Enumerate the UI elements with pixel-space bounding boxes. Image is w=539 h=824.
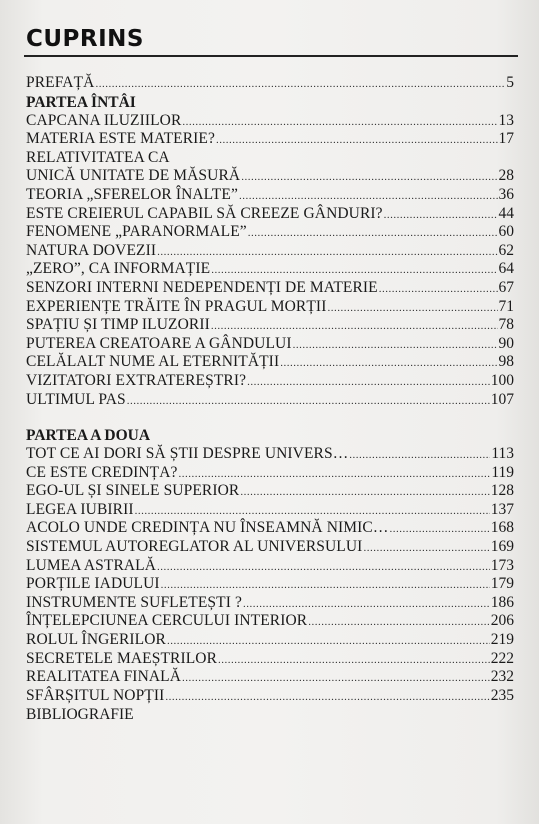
dot-leader <box>379 280 498 299</box>
toc-entry[interactable] <box>26 650 514 669</box>
toc-entry[interactable] <box>26 223 514 242</box>
dot-leader <box>280 354 497 373</box>
toc-entry[interactable] <box>26 482 514 501</box>
toc-entry[interactable] <box>26 519 514 538</box>
table-of-contents <box>26 74 514 724</box>
toc-entry[interactable] <box>26 668 514 687</box>
toc-entry-title: MATERIA ESTE MATERIE? <box>26 130 215 148</box>
dot-leader <box>182 669 490 688</box>
toc-entry-page: 168 <box>490 519 514 537</box>
toc-entry-page: 64 <box>498 260 514 278</box>
toc-entry-title: PUTEREA CREATOARE A GÂNDULUI <box>26 334 292 352</box>
toc-entry[interactable] <box>26 501 514 520</box>
part-2-entries <box>26 445 514 705</box>
dot-leader <box>167 632 490 651</box>
toc-entry-title: LUMEA ASTRALĂ <box>26 556 157 574</box>
toc-entry-page: 113 <box>491 445 514 463</box>
dot-leader <box>135 502 490 521</box>
dot-leader <box>161 576 490 595</box>
toc-entry-page: 100 <box>490 371 514 389</box>
toc-entry-page: 235 <box>490 686 514 704</box>
toc-entry-title: FENOMENE „PARANORMALE” <box>26 223 247 241</box>
toc-entry-title: UNICĂ UNITATE DE MĂSURĂ <box>26 167 241 185</box>
toc-entry-title: ÎNȚELEPCIUNEA CERCULUI INTERIOR <box>26 612 308 630</box>
section-spacer <box>26 409 514 426</box>
toc-entry[interactable] <box>26 612 514 631</box>
toc-entry-title: EXPERIENȚE TRĂITE ÎN PRAGUL MORȚII <box>26 297 327 315</box>
dot-leader <box>384 206 498 225</box>
toc-entry-page: 78 <box>498 316 514 334</box>
toc-entry-title: ROLUL ÎNGERILOR <box>26 631 166 649</box>
toc-entry-title: ACOLO UNDE CREDINȚA NU ÎNSEAMNĂ NIMIC… <box>26 519 389 537</box>
toc-entry-title: SISTEMUL AUTOREGLATOR AL UNIVERSULUI <box>26 538 363 556</box>
toc-entry-title: SFÂRȘITUL NOPȚII <box>26 686 165 704</box>
toc-entry-title: CELĂLALT NUME AL ETERNITĂȚII <box>26 353 280 371</box>
page-title: CUPRINS <box>26 26 144 52</box>
part-1-entries <box>26 112 514 410</box>
section-heading-part-1: PARTEA ÎNTÂI <box>26 93 136 111</box>
toc-entry[interactable] <box>26 575 514 594</box>
dot-leader <box>182 113 497 132</box>
dot-leader <box>211 261 497 280</box>
toc-entry[interactable] <box>26 557 514 576</box>
toc-entry-title: REALITATEA FINALĂ <box>26 668 182 686</box>
toc-entry[interactable] <box>26 260 514 279</box>
toc-entry-title: CE ESTE CREDINȚA? <box>26 463 178 481</box>
dot-leader <box>157 558 490 577</box>
toc-entry-page: 107 <box>490 390 514 408</box>
dot-leader <box>308 613 490 632</box>
toc-entry[interactable] <box>26 538 514 557</box>
toc-entry[interactable] <box>26 130 514 149</box>
toc-entry[interactable] <box>26 149 514 168</box>
toc-entry-page: 28 <box>498 167 514 185</box>
toc-entry-page: 119 <box>491 463 514 481</box>
dot-leader <box>248 224 498 243</box>
toc-entry-title: NATURA DOVEZII <box>26 241 157 259</box>
toc-entry-preface[interactable] <box>26 74 514 93</box>
toc-entry[interactable] <box>26 112 514 131</box>
dot-leader <box>179 465 491 484</box>
dot-leader <box>349 446 490 465</box>
dot-leader <box>239 187 498 206</box>
dot-leader <box>157 243 497 262</box>
toc-entry[interactable] <box>26 186 514 205</box>
toc-entry-title: EGO-UL ȘI SINELE SUPERIOR <box>26 482 240 500</box>
toc-entry-title: RELATIVITATEA CA <box>26 148 170 166</box>
toc-entry[interactable] <box>26 391 514 410</box>
toc-entry-page: 44 <box>498 204 514 222</box>
toc-entry-page: 186 <box>490 593 514 611</box>
dot-leader <box>211 317 498 336</box>
toc-entry-page: 60 <box>498 223 514 241</box>
toc-entry[interactable] <box>26 167 514 186</box>
toc-entry[interactable] <box>26 687 514 706</box>
toc-entry-page: 5 <box>506 74 514 91</box>
toc-entry-title: INSTRUMENTE SUFLETEȘTI ? <box>26 593 242 611</box>
toc-entry-title: PREFAȚĂ <box>26 74 95 91</box>
title-rule <box>24 55 518 57</box>
toc-entry-title: SPAȚIU ȘI TIMP ILUZORII <box>26 316 210 334</box>
toc-entry-page: 179 <box>490 575 514 593</box>
dot-leader <box>247 373 490 392</box>
toc-entry-page: 67 <box>498 278 514 296</box>
toc-entry-page: 13 <box>498 111 514 129</box>
toc-entry-page: 98 <box>498 353 514 371</box>
toc-entry-page: 169 <box>490 538 514 556</box>
toc-entry[interactable] <box>26 335 514 354</box>
toc-entry-page: 17 <box>498 130 514 148</box>
toc-entry-title: CAPCANA ILUZIILOR <box>26 111 182 129</box>
toc-entry-title: ULTIMUL PAS <box>26 390 126 408</box>
toc-entry-page: 71 <box>498 297 514 315</box>
toc-entry-title: LEGEA IUBIRII <box>26 500 134 518</box>
toc-entry[interactable] <box>26 279 514 298</box>
toc-entry[interactable] <box>26 594 514 613</box>
toc-entry-title: TEORIA „SFERELOR ÎNALTE” <box>26 185 238 203</box>
toc-entry-title: VIZITATORI EXTRATEREȘTRI? <box>26 371 247 389</box>
toc-entry-page: 90 <box>498 334 514 352</box>
dot-leader <box>243 595 490 614</box>
toc-entry[interactable] <box>26 316 514 335</box>
toc-entry-page: 137 <box>490 500 514 518</box>
dot-leader <box>165 688 489 707</box>
toc-entry-title: „ZERO”, CA INFORMAȚIE <box>26 260 211 278</box>
dot-leader <box>95 75 505 94</box>
dot-leader <box>327 299 497 318</box>
toc-entry[interactable] <box>26 205 514 224</box>
toc-entry[interactable] <box>26 242 514 261</box>
toc-entry[interactable] <box>26 445 514 464</box>
dot-leader <box>363 539 489 558</box>
dot-leader <box>127 392 490 411</box>
toc-entry-bibliography[interactable]: BIBLIOGRAFIE <box>26 706 134 724</box>
toc-entry-title: ESTE CREIERUL CAPABIL SĂ CREEZE GÂNDURI? <box>26 204 383 222</box>
toc-entry-page: 206 <box>490 612 514 630</box>
toc-entry-page: 36 <box>498 185 514 203</box>
toc-entry-page: 232 <box>490 668 514 686</box>
dot-leader <box>389 520 489 539</box>
dot-leader <box>218 651 490 670</box>
toc-entry-title: TOT CE AI DORI SĂ ȘTII DESPRE UNIVERS… <box>26 445 349 463</box>
section-heading-part-2: PARTEA A DOUA <box>26 427 151 445</box>
toc-entry[interactable] <box>26 372 514 391</box>
toc-entry-page: 173 <box>490 556 514 574</box>
toc-entry[interactable] <box>26 631 514 650</box>
dot-leader <box>241 168 497 187</box>
dot-leader <box>293 336 498 355</box>
toc-entry-title: PORȚILE IADULUI <box>26 575 160 593</box>
toc-entry-title: SENZORI INTERNI NEDEPENDENȚI DE MATERIE <box>26 278 378 296</box>
toc-entry-page: 128 <box>490 482 514 500</box>
toc-entry[interactable] <box>26 464 514 483</box>
dot-leader <box>216 131 498 150</box>
toc-entry[interactable] <box>26 298 514 317</box>
toc-entry-title: SECRETELE MAEȘTRILOR <box>26 649 218 667</box>
toc-entry-page: 62 <box>498 241 514 259</box>
toc-entry-page: 219 <box>490 631 514 649</box>
toc-entry[interactable] <box>26 353 514 372</box>
dot-leader <box>240 483 489 502</box>
toc-entry-page: 222 <box>490 649 514 667</box>
